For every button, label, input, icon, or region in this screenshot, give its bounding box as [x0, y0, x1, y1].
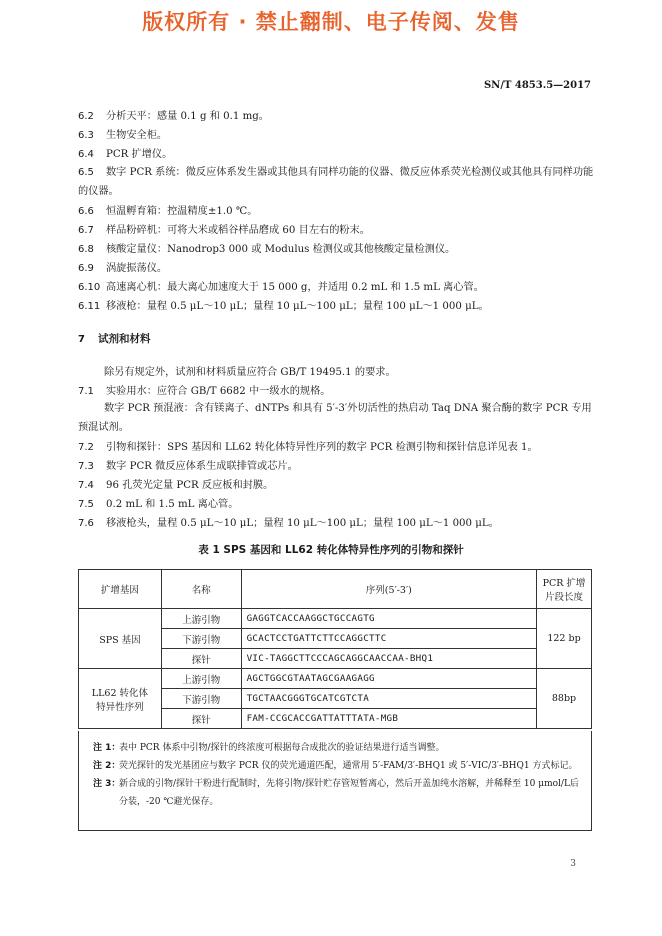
name-cell: 探针: [161, 709, 241, 729]
table-note: 注 1： 表中 PCR 体系中引物/探针的终浓度可根据每合成批次的验证结果进行适当调整。: [93, 743, 445, 753]
table-notes: [78, 731, 592, 831]
sequence-cell: GCACTCCTGATTCTTCCAGGCTTC: [241, 629, 536, 649]
table-note: 注 3： 新合成的引物/探针干粉进行配制时，先将引物/探针贮存管短暂离心，然后开盖加纯水溶解，并稀释至 10 μmol/L后分装，-20 ℃避光保存。: [93, 779, 579, 807]
paragraph: 除另有规定外，试剂和材料质量应符合 GB/T 19495.1 的要求。: [104, 367, 396, 378]
list-item: 7.6 移液枪头，量程 0.5 μL～10 μL；量程 10 μL～100 μL；量程 100 μL～1 000 μL。: [78, 518, 499, 529]
length-cell: 122 bp: [537, 609, 592, 669]
list-item: 6.5 数字 PCR 系统：微反应体系发生器或其他具有同样功能的仪器、微反应体系荧光检测仪或其他具有同样功能的仪器。: [78, 167, 594, 197]
list-item: 7.1 实验用水：应符合 GB/T 6682 中一级水的规格。: [78, 386, 331, 397]
gene-cell: SPS 基因: [79, 609, 162, 669]
page-number: 3: [570, 859, 576, 869]
list-item: 6.9 涡旋振荡仪。: [78, 263, 168, 274]
header-name: 名称: [161, 570, 241, 609]
name-cell: 探针: [161, 649, 241, 669]
gene-cell: LL62 转化体 特异性序列: [79, 669, 162, 729]
name-cell: 上游引物: [161, 609, 241, 629]
table-row: [79, 609, 592, 629]
name-cell: 下游引物: [161, 629, 241, 649]
list-item: 6.4 PCR 扩增仪。: [78, 149, 173, 160]
standard-number: SN/T 4853.5—2017: [483, 80, 591, 91]
list-item: 6.2 分析天平：感量 0.1 g 和 0.1 mg。: [78, 111, 269, 122]
list-item: 7.3 数字 PCR 微反应体系生成联排管或芯片。: [78, 461, 298, 472]
list-item: 6.8 核酸定量仪：Nanodrop3 000 或 Modulus 检测仪或其他核酸定量检测仪。: [78, 244, 456, 255]
header-length: PCR 扩增 片段长度: [537, 570, 592, 609]
list-item: 7.5 0.2 mL 和 1.5 mL 离心管。: [78, 499, 239, 510]
table-note: 注 2： 荧光探针的发光基团应与数字 PCR 仪的荧光通道匹配，通常用 5′-FAM/3′-BHQ1 或 5′-VIC/3′-BHQ1 方式标记。: [93, 761, 578, 771]
sequence-cell: TGCTAACGGGTGCATCGTCTA: [241, 689, 536, 709]
list-item: 6.11 移液枪：量程 0.5 μL～10 μL；量程 10 μL～100 μL；量程 100 μL～1 000 μL。: [78, 301, 489, 312]
name-cell: 上游引物: [161, 669, 241, 689]
list-item: 6.10 高速离心机：最大离心加速度大于 15 000 g，并适用 0.2 mL 和 1.5 mL 离心管。: [78, 282, 484, 293]
list-item: 6.6 恒温孵育箱：控温精度±1.0 ℃。: [78, 206, 258, 217]
sequence-cell: GAGGTCACCAAGGCTGCCAGTG: [241, 609, 536, 629]
length-cell: 88bp: [537, 669, 592, 729]
section-heading: 7 试剂和材料: [78, 333, 151, 345]
copyright-watermark: 版权所有 · 禁止翻制、电子传阅、发售: [142, 10, 520, 34]
paragraph: 数字 PCR 预混液：含有镁离子、dNTPs 和具有 5′-3′外切活性的热启动 Taq DNA 聚合酶的数字 PCR 专用预混试剂。: [78, 403, 592, 433]
table-header-row: [79, 570, 592, 609]
table-row: [79, 669, 592, 689]
header-gene: 扩增基因: [79, 570, 162, 609]
list-item: 7.2 引物和探针：SPS 基因和 LL62 转化体特异性序列的数字 PCR 检测引物和探针信息详见表 1。: [78, 442, 538, 453]
header-sequence: 序列(5′-3′): [241, 570, 536, 609]
list-item: 6.3 生物安全柜。: [78, 130, 168, 141]
list-item: 6.7 样品粉碎机：可将大米或稻谷样品磨成 60 目左右的粉末。: [78, 225, 370, 236]
sequence-cell: FAM-CCGCACCGATTATTTATA-MGB: [241, 709, 536, 729]
name-cell: 下游引物: [161, 689, 241, 709]
primer-probe-table: [78, 569, 592, 729]
list-item: 7.4 96 孔荧光定量 PCR 反应板和封膜。: [78, 480, 274, 491]
table-title: 表 1 SPS 基因和 LL62 转化体特异性序列的引物和探针: [198, 544, 464, 556]
sequence-cell: AGCTGGCGTAATAGCGAAGAGG: [241, 669, 536, 689]
sequence-cell: VIC-TAGGCTTCCCAGCAGGCAACCAA-BHQ1: [241, 649, 536, 669]
